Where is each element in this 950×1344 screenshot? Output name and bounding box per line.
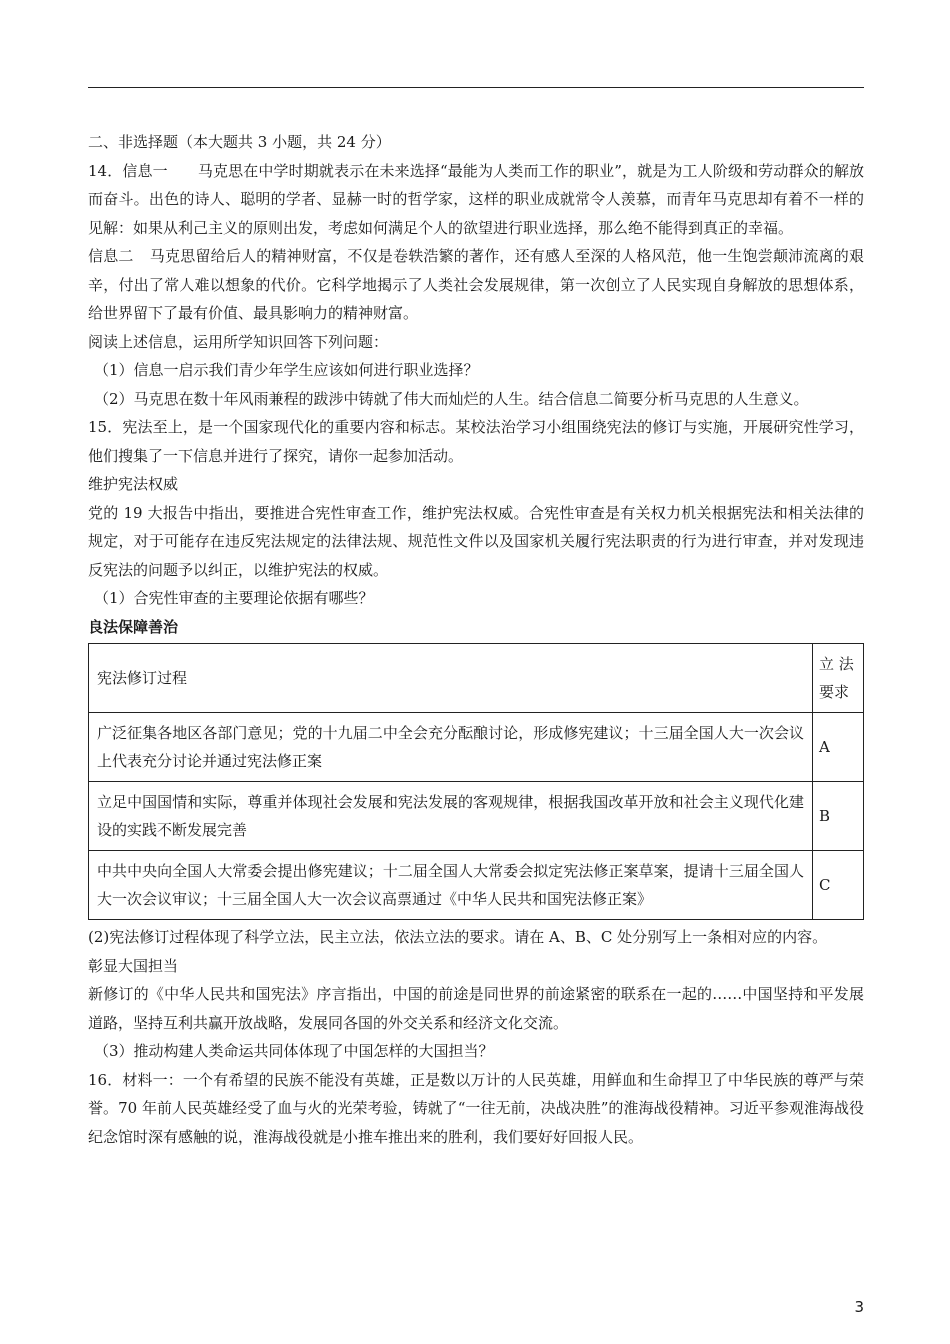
table-cell-process: 立足中国国情和实际，尊重并体现社会发展和宪法发展的客观规律，根据我国改革开放和社会主义现代化建设的实践不断发展完善 xyxy=(89,782,813,851)
q15-subsection-1-text: 党的 19 大报告中指出，要推进合宪性审查工作，维护宪法权威。合宪性审查是有关权力机关根据宪法和相关法律的规定，对于可能存在违反宪法规定的法律法规、规范性文件以及国家机关履行宪法职责的行为进行审查，并对发现违反宪法的问题予以纠正，以维护宪法的权威。 xyxy=(88,503,864,579)
document-body xyxy=(88,128,864,1151)
q15-subsection-1-title: 维护宪法权威 xyxy=(88,475,179,493)
q14-info1-label: 14．信息一 xyxy=(88,161,168,180)
q15-question-2: (2)宪法修订过程体现了科学立法，民主立法，依法立法的要求。请在 A、B、C 处分别写上一条相对应的内容。 xyxy=(88,928,828,946)
table-header-requirement: 立 法要求 xyxy=(813,644,864,713)
table-cell-requirement: A xyxy=(813,713,864,782)
q15-question-1: （1）合宪性审查的主要理论依据有哪些？ xyxy=(94,589,374,607)
q16-material-1: 16．材料一：一个有希望的民族不能没有英雄，正是数以万计的人民英雄，用鲜血和生命捍卫了中华民族的尊严与荣誉。70 年前人民英雄经受了血与火的光荣考验，铸就了“一往无前，决战决胜”的淮海战役精神。习近平参观淮海战役纪念馆时深有感触的说，淮海战役就是小推车推出来的胜利，我们要好好回报人民。 xyxy=(88,1070,864,1146)
table-row xyxy=(89,851,864,920)
q15-intro: 15．宪法至上，是一个国家现代化的重要内容和标志。某校法治学习小组围绕宪法的修订与实施，开展研究性学习，他们搜集了一下信息并进行了探究，请你一起参加活动。 xyxy=(88,418,864,465)
table-cell-requirement: C xyxy=(813,851,864,920)
q14-info2-label: 信息二 xyxy=(88,247,134,265)
section-title: 二、非选择题（本大题共 3 小题，共 24 分） xyxy=(88,133,391,151)
q14-question-1: （1）信息一启示我们青少年学生应该如何进行职业选择？ xyxy=(94,361,479,379)
table-row xyxy=(89,713,864,782)
q15-subsection-3-text: 新修订的《中华人民共和国宪法》序言指出，中国的前途是同世界的前途紧密的联系在一起的……中国坚持和平发展道路，坚持互利共赢开放战略，发展同各国的外交关系和经济文化交流。 xyxy=(88,985,864,1032)
table-cell-process: 广泛征集各地区各部门意见；党的十九届二中全会充分酝酿讨论，形成修宪建议；十三届全国人大一次会议上代表充分讨论并通过宪法修正案 xyxy=(89,713,813,782)
table-row xyxy=(89,782,864,851)
constitution-revision-table xyxy=(88,643,864,920)
q15-question-3: （3）推动构建人类命运共同体体现了中国怎样的大国担当？ xyxy=(94,1042,494,1060)
table-header-row xyxy=(89,644,864,713)
table-cell-process: 中共中央向全国人大常委会提出修宪建议；十二届全国人大常委会拟定宪法修正案草案，提请十三届全国人大一次会议审议；十三届全国人大一次会议高票通过《中华人民共和国宪法修正案》 xyxy=(89,851,813,920)
header-rule xyxy=(88,87,864,88)
q14-prompt: 阅读上述信息，运用所学知识回答下列问题： xyxy=(88,332,389,351)
q14-info1 xyxy=(88,157,864,243)
q14-info2-text: 马克思留给后人的精神财富，不仅是卷轶浩繁的著作，还有感人至深的人格风范，他一生饱尝颠沛流离的艰辛，付出了常人难以想象的代价。它科学地揭示了人类社会发展规律，第一次创立了人民实现自身解放的思想体系，给世界留下了最有价值、最具影响力的精神财富。 xyxy=(88,247,864,322)
q15-subsection-3-title: 彰显大国担当 xyxy=(88,956,179,975)
table-cell-requirement: B xyxy=(813,782,864,851)
q15-subsection-2-title: 良法保障善治 xyxy=(88,617,179,636)
table-header-process: 宪法修订过程 xyxy=(89,644,813,713)
q14-info2 xyxy=(88,242,864,328)
q14-info1-text: 马克思在中学时期就表示在未来选择“最能为人类而工作的职业”，就是为工人阶级和劳动群众的解放而奋斗。出色的诗人、聪明的学者、显赫一时的哲学家，这样的职业成就常令人羡慕，而青年马克思却有着不一样的见解：如果从利己主义的原则出发，考虑如何满足个人的欲望进行职业选择，那么绝不能得到真正的幸福。 xyxy=(88,161,864,237)
q14-question-2: （2）马克思在数十年风雨兼程的跋涉中铸就了伟大而灿烂的人生。结合信息二简要分析马克思的人生意义。 xyxy=(94,389,809,408)
page-number: 3 xyxy=(854,1298,864,1316)
